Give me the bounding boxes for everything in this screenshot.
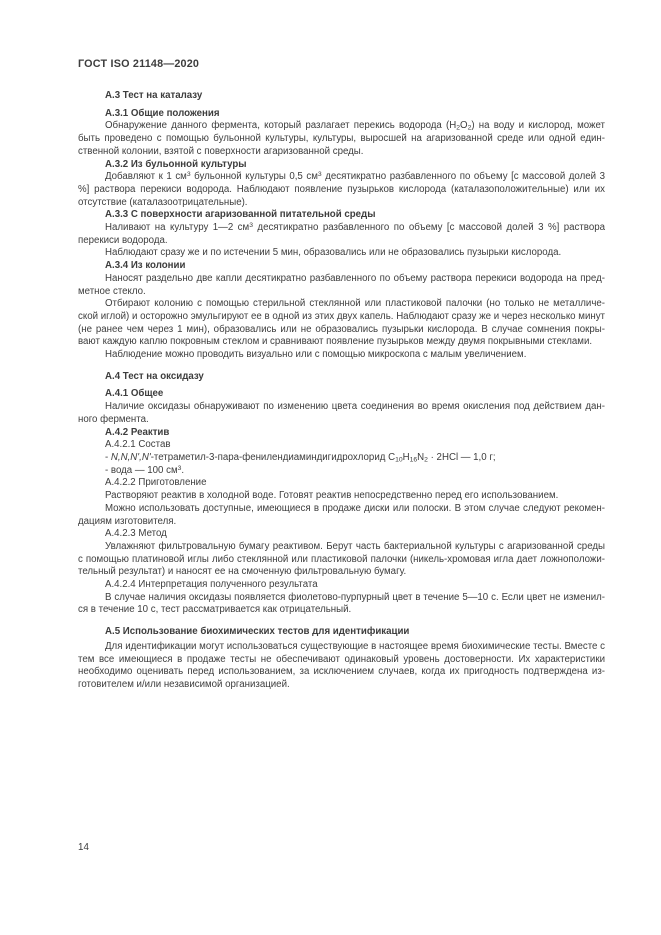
document-body (78, 90, 605, 692)
paragraph: Обнаружение данного фермента, который разлагает перекись водорода $(H_2O_2)$ на воду и кислород, может быть проведено с помощью бульонной культуры, культуры, выросшей на агаризованной среде или одной единственной колонии, взятой с поверхности агаризованной среды. (78, 120, 605, 157)
paragraph: А.4.2.4 Интерпретация полученного результата (105, 579, 318, 591)
paragraph: Отбирают колонию с помощью стерильной стеклянной или пластиковой палочки (но только не металлической иглой) и осторожно эмульгируют ее в одной из этих двух капель. Наблюдают сразу же и через несколько минут (не ранее чем через 1 мин), образовались или не образовались пузырьки кислорода. В случае сомнения покрывают каждую каплю покровным стеклом и сравнивают появление пузырьков между двумя покрывными стеклами. (78, 298, 605, 348)
paragraph: Растворяют реактив в холодной воде. Готовят реактив непосредственно перед его использованием. (105, 490, 559, 502)
paragraph: Наносят раздельно две капли десятикратно разбавленного по объему раствора перекиси водорода на предметное стекло. (78, 272, 605, 297)
paragraph: Наливают на культуру 1—2 $см^3$ десятикратно разбавленного по объему [с массовой долей 3 %] раствора перекиси водорода. (78, 221, 606, 246)
paragraph: Наблюдают сразу же и по истечении 5 мин, образовались или не образовались пузырьки кислорода. (105, 247, 562, 259)
paragraph: - N,N,N',N'-тетраметил-3-пара-фенилендиаминдигидрохлорид $C_{10}H_{16}N_2 \cdot 2HCl$ — 1,0 г; (105, 451, 496, 464)
paragraph: - вода — 100 $см^3$. (105, 464, 185, 476)
paragraph: В случае наличия оксидазы появляется фиолетово-пурпурный цвет в течение 5—10 с. Если цвет не изменился в течение 10 с, тест рассматривается как отрицательный. (78, 591, 605, 616)
document-header: ГОСТ ISO 21148—2020 (78, 58, 200, 70)
subsection-heading: А.3.2 Из бульонной культуры (105, 158, 247, 170)
paragraph: А.4.2.3 Метод (105, 528, 167, 540)
paragraph: Увлажняют фильтровальную бумагу реактивом. Берут часть бактериальной культуры с агаризованной среды с помощью платиновой иглы либо стеклянной или пластиковой палочки (никель-хромовая игла дает ложноположительный результат) и наносят ее на смоченную фильтровальную бумагу. (78, 540, 605, 578)
paragraph: А.4.2.1 Состав (105, 439, 171, 451)
paragraph: Наличие оксидазы обнаруживают по изменению цвета соединения во время окисления под действием данного фермента. (78, 401, 605, 425)
section-heading: А.5 Использование биохимических тестов для идентификации (105, 626, 410, 638)
subsection-heading: А.3.3 С поверхности агаризованной питательной среды (105, 209, 376, 221)
paragraph: Добавляют к 1 $см^3$ бульонной культуры 0,5 $см^3$ десятикратно разбавленного по объему [с массовой долей 3 %] раствора перекиси водорода. Наблюдают появление пузырьков кислорода (каталазоположительные) или их отсутствие (каталазоотрицательные). (78, 171, 605, 208)
subsection-heading: А.3.1 Общие положения (105, 107, 220, 119)
paragraph: Можно использовать доступные, имеющиеся в продаже диски или полоски. В этом случае следуют рекомендациям изготовителя. (78, 502, 605, 527)
subsection-heading: А.3.4 Из колонии (105, 260, 186, 272)
paragraph: Наблюдение можно проводить визуально или с помощью микроскопа с малым увеличением. (105, 349, 527, 361)
subsection-heading: А.4.2 Реактив (105, 426, 170, 438)
section-heading: А.3 Тест на каталазу (105, 90, 203, 101)
paragraph: А.4.2.2 Приготовление (105, 477, 207, 489)
page-number: 14 (78, 842, 89, 853)
subsection-heading: А.4.1 Общее (105, 388, 164, 400)
paragraph: Для идентификации могут использоваться существующие в настоящее время биохимические тесты. Вместе с тем все имеющиеся в продаже тесты не обеспечивают одинаковый уровень достоверности. Их характеристики необходимо оценивать перед использованием, за исключением случаев, когда их пригодность подтверждена изготовителем и/или независимой организацией. (78, 640, 605, 690)
section-heading: А.4 Тест на оксидазу (105, 370, 204, 382)
